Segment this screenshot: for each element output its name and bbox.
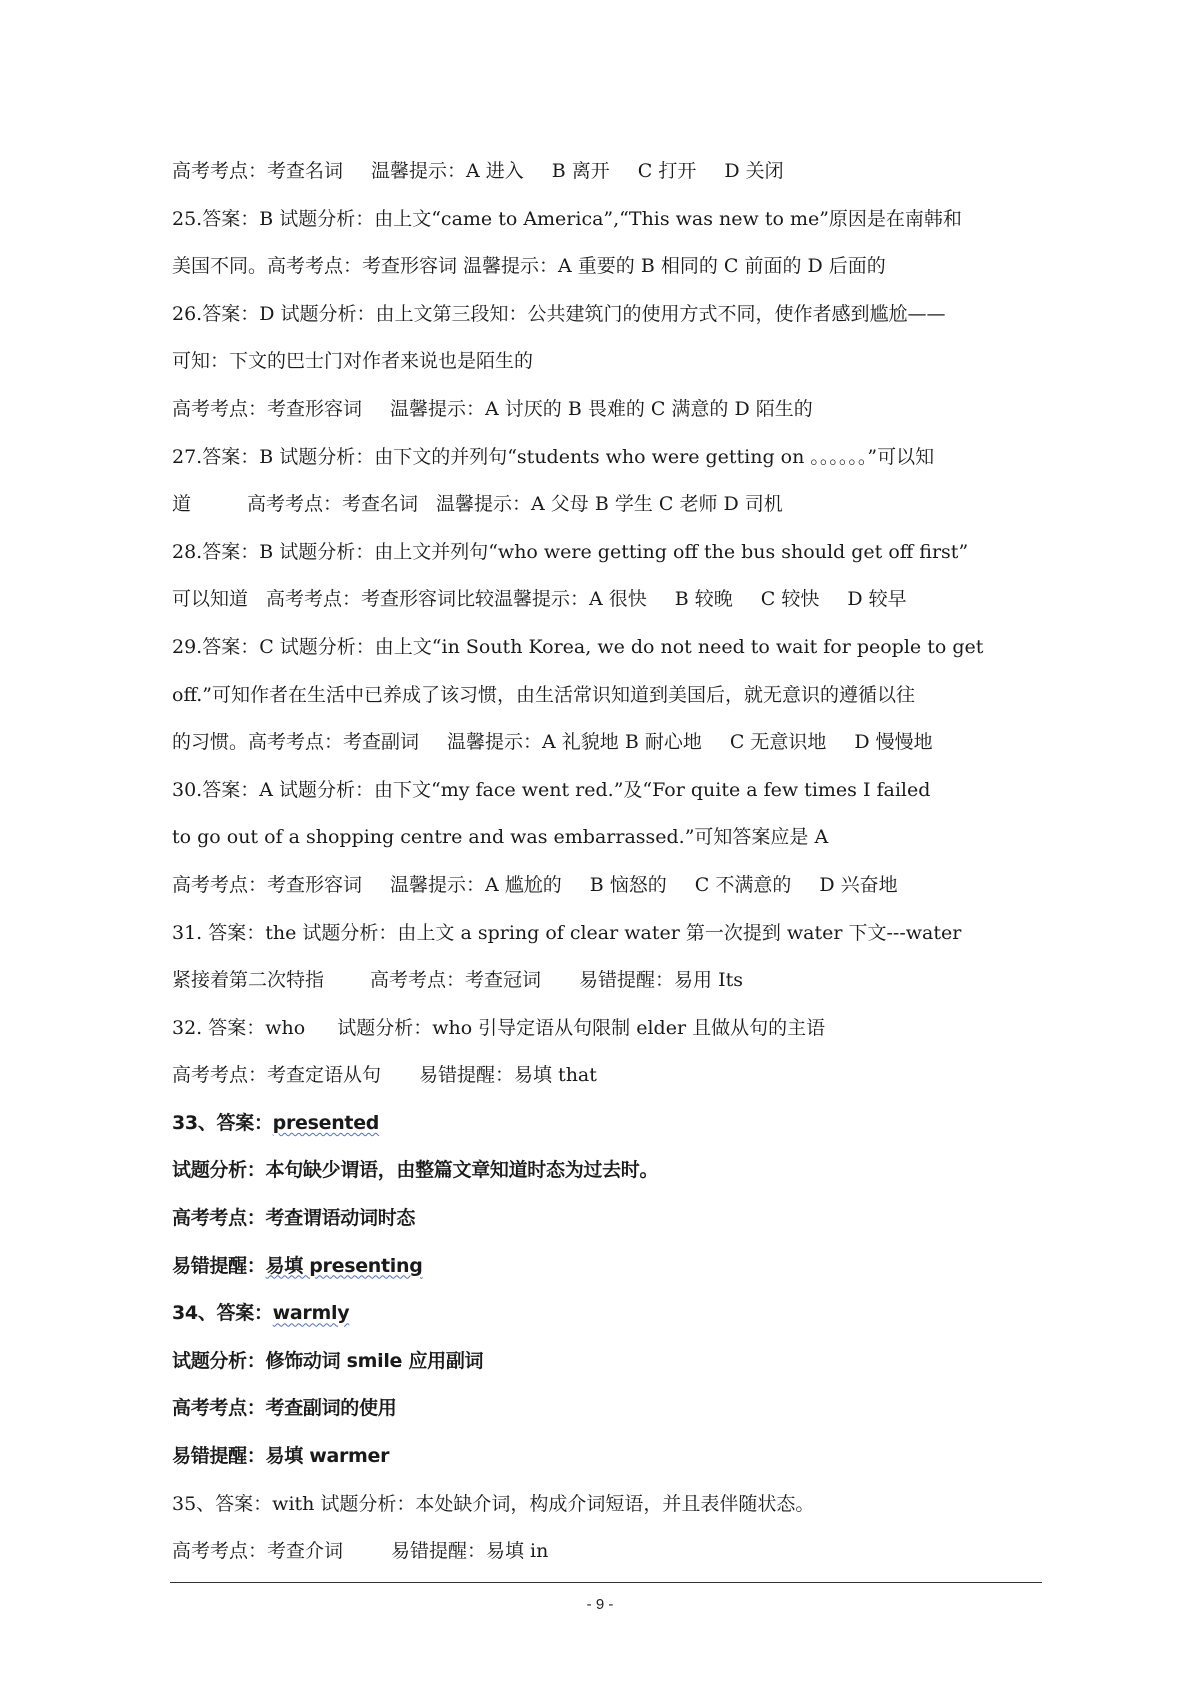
- footer-divider: [170, 1582, 1042, 1583]
- text-line: to go out of a shopping centre and was embarrassed.”可知答案应是 A: [172, 826, 829, 849]
- question-30-line: 30.答案：A 试题分析：由下文“my face went red.”及“For quite a few times I failed: [172, 778, 931, 801]
- question-34-error: 易错提醒：易填 warmer: [172, 1445, 390, 1468]
- text-line: 的习惯。高考考点：考查副词 温馨提示：A 礼貌地 B 耐心地 C 无意识地 D 慢慢地: [172, 731, 933, 754]
- question-33-point: 高考考点：考查谓语动词时态: [172, 1207, 416, 1230]
- text-line: 高考考点：考查名词 温馨提示：A 进入 B 离开 C 打开 D 关闭: [172, 160, 784, 182]
- question-25-line: 25.答案：B 试题分析：由上文“came to America”,“This was new to me”原因是在南韩和: [172, 207, 962, 230]
- question-33-analysis: 试题分析：本句缺少谓语，由整篇文章知道时态为过去时。: [172, 1159, 659, 1182]
- page-number: - 9 -: [586, 1596, 614, 1613]
- question-34-analysis: 试题分析：修饰动词 smile 应用副词: [172, 1349, 484, 1372]
- question-31-line: 31. 答案：the 试题分析：由上文 a spring of clear water 第一次提到 water 下文---water: [172, 921, 962, 944]
- question-28-line: 28.答案：B 试题分析：由上文并列句“who were getting off the bus should get off first”: [172, 540, 969, 563]
- text-line: 可知：下文的巴士门对作者来说也是陌生的: [172, 350, 534, 373]
- text-line: 美国不同。高考考点：考查形容词 温馨提示：A 重要的 B 相同的 C 前面的 D 后面的: [172, 255, 886, 278]
- text-line: 高考考点：考查形容词 温馨提示：A 尴尬的 B 恼怒的 C 不满意的 D 兴奋地: [172, 873, 898, 896]
- question-33-error: 易错提醒：易填 presenting: [172, 1254, 423, 1277]
- question-26-line: 26.答案：D 试题分析：由上文第三段知：公共建筑门的使用方式不同，使作者感到尴尬——: [172, 302, 946, 325]
- text-line: 高考考点：考查形容词 温馨提示：A 讨厌的 B 畏难的 C 满意的 D 陌生的: [172, 397, 813, 420]
- text-line: 高考考点：考查定语从句 易错提醒：易填 that: [172, 1064, 597, 1087]
- text-line: 紧接着第二次特指 高考考点：考查冠词 易错提醒：易用 Its: [172, 969, 743, 992]
- answer-explanations: [172, 148, 1040, 1576]
- question-27-line: 27.答案：B 试题分析：由下文的并列句“students who were getting on 。。。。。。”可以知: [172, 445, 935, 468]
- text-line: 道 高考考点：考查名词 温馨提示：A 父母 B 学生 C 老师 D 司机: [172, 493, 783, 516]
- question-29-line: 29.答案：C 试题分析：由上文“in South Korea, we do not need to wait for people to get: [172, 635, 984, 658]
- question-34-answer: 34、答案：warmly: [172, 1302, 350, 1325]
- question-32-line: 32. 答案：who 试题分析：who 引导定语从句限制 elder 且做从句的主语: [172, 1016, 826, 1039]
- text-line: 高考考点：考查介词 易错提醒：易填 in: [172, 1540, 549, 1563]
- text-line: 可以知道 高考考点：考查形容词比较温馨提示：A 很快 B 较晚 C 较快 D 较早: [172, 588, 907, 611]
- question-34-point: 高考考点：考查副词的使用: [172, 1397, 397, 1420]
- question-35-line: 35、答案：with 试题分析：本处缺介词，构成介词短语，并且表伴随状态。: [172, 1492, 815, 1515]
- question-33-answer: 33、答案：presented: [172, 1111, 380, 1134]
- text-line: off.”可知作者在生活中已养成了该习惯，由生活常识知道到美国后，就无意识的遵循以往: [172, 683, 916, 706]
